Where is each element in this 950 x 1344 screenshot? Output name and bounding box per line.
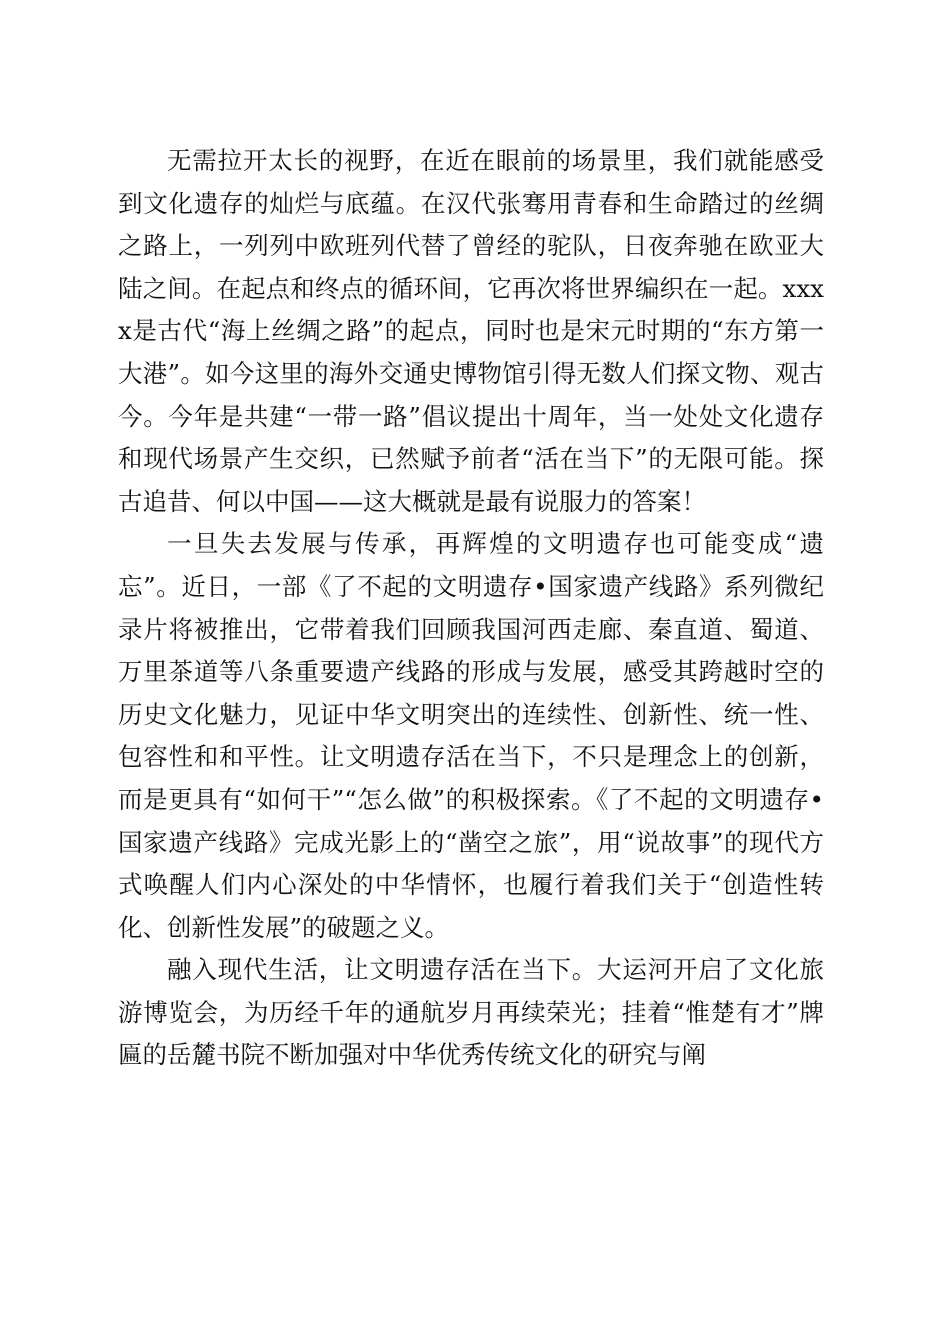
paragraph-1: 无需拉开太长的视野，在近在眼前的场景里，我们就能感受到文化遗存的灿烂与底蕴。在汉代张骞用青春和生命踏过的丝绸之路上，一列列中欧班列代替了曾经的驼队，日夜奔驰在欧亚大陆之间。在起点和终点的循环间，它再次将世界编织在一起。xxxx是古代“海上丝绸之路”的起点，同时也是宋元时期的“东方第一大港”。如今这里的海外交通史博物馆引得无数人们探文物、观古今。今年是共建“一带一路”倡议提出十周年，当一处处文化遗存和现代场景产生交织，已然赋予前者“活在当下”的无限可能。探古追昔、何以中国——这大概就是最有说服力的答案！: [118, 146, 824, 516]
paragraph-3: 融入现代生活，让文明遗存活在当下。大运河开启了文化旅游博览会，为历经千年的通航岁月再续荣光；挂着“惟楚有才”牌匾的岳麓书院不断加强对中华优秀传统文化的研究与阐: [118, 955, 824, 1070]
article-body: [118, 140, 824, 1077]
paragraph-2: 一旦失去发展与传承，再辉煌的文明遗存也可能变成“遗忘”。近日，一部《了不起的文明遗存•国家遗产线路》系列微纪录片将被推出，它带着我们回顾我国河西走廊、秦直道、蜀道、万里茶道等八条重要遗产线路的形成与发展，感受其跨越时空的历史文化魅力，见证中华文明突出的连续性、创新性、统一性、包容性和和平性。让文明遗存活在当下，不只是理念上的创新，而是更具有“如何干”“怎么做”的积极探索。《了不起的文明遗存•国家遗产线路》完成光影上的“凿空之旅”，用“说故事”的现代方式唤醒人们内心深处的中华情怀，也履行着我们关于“创造性转化、创新性发展”的破题之义。: [118, 529, 824, 942]
